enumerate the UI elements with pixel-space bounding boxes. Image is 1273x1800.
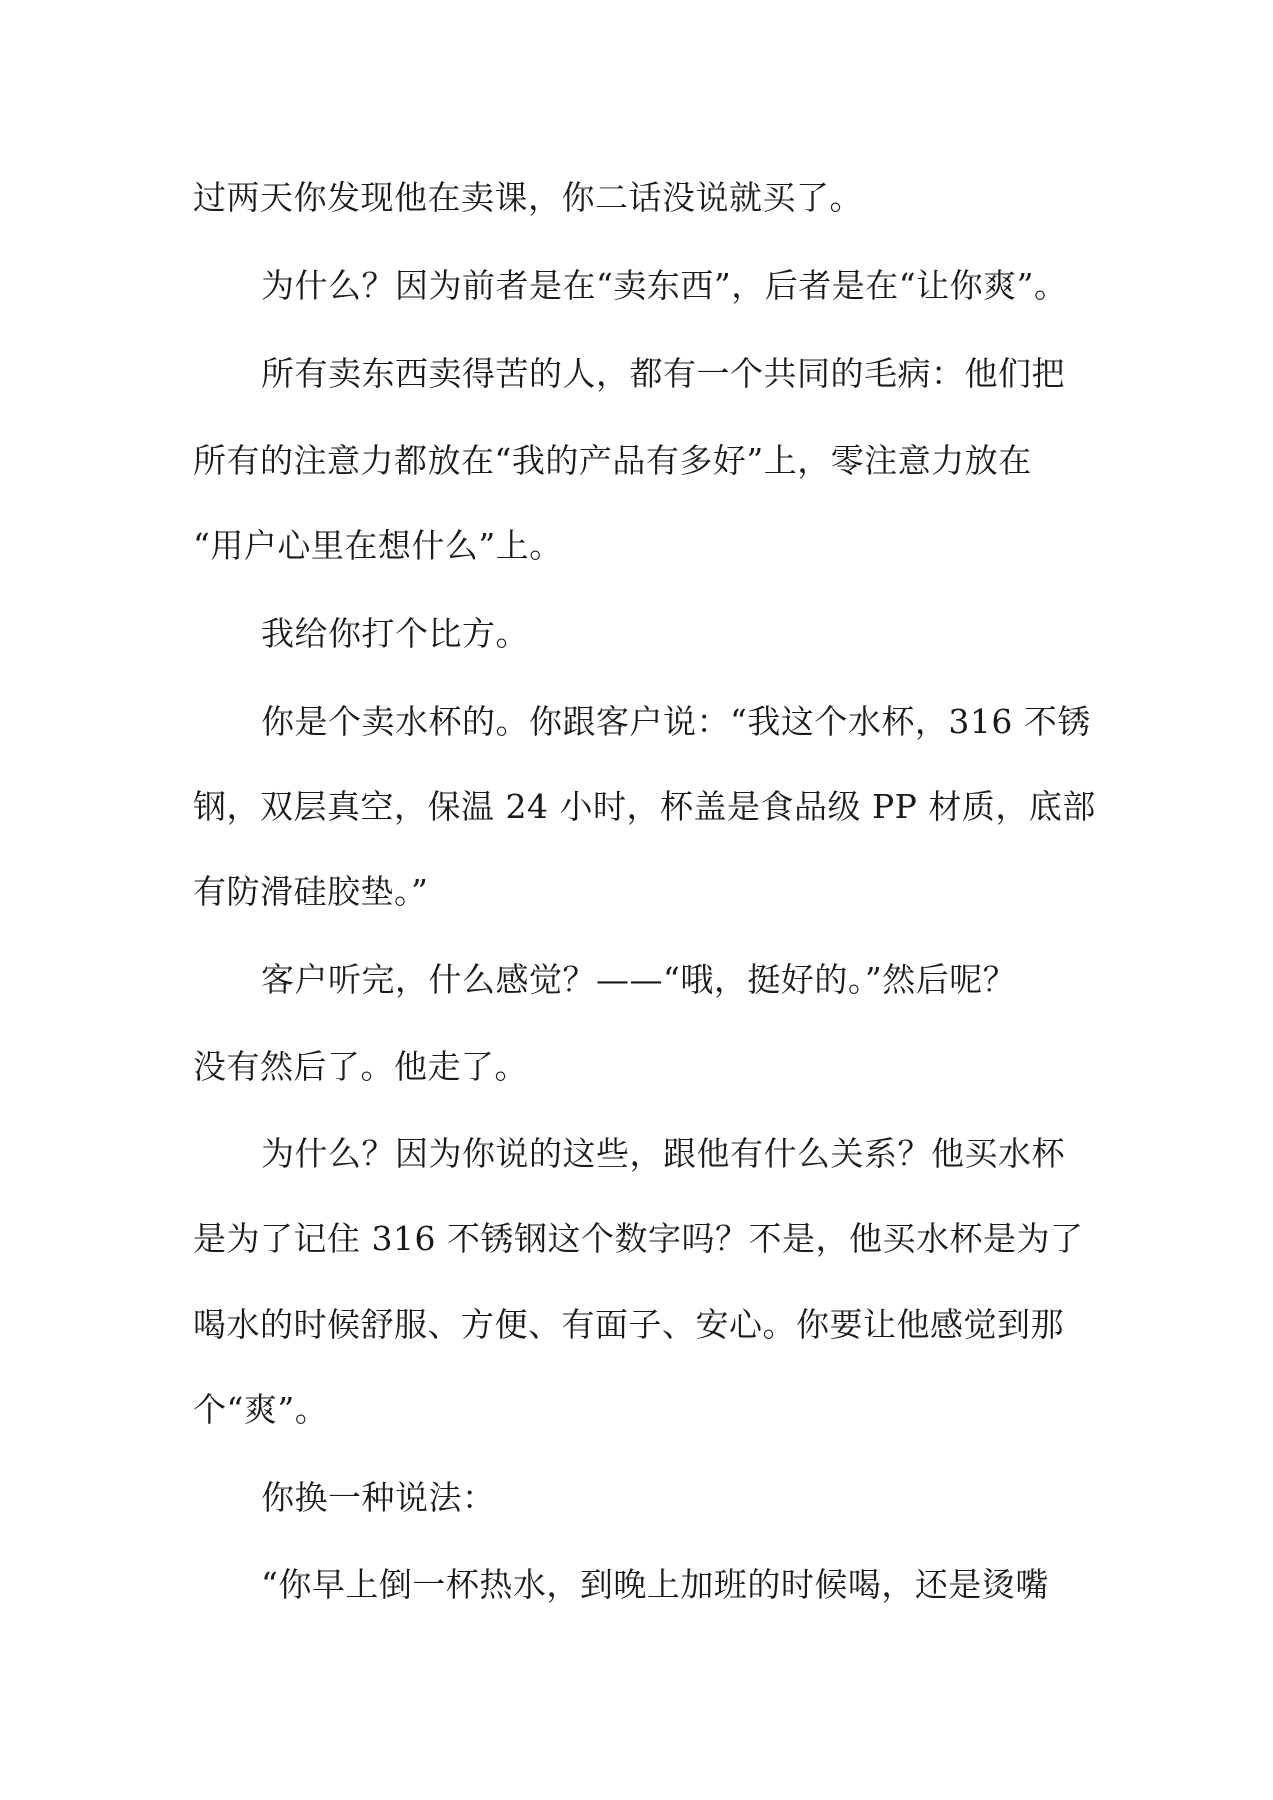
paragraph-line: 客户听完，什么感觉？——“哦，挺好的。”然后呢？ <box>261 960 1017 999</box>
paragraph-line: 过两天你发现他在卖课，你二话没说就买了。 <box>193 178 863 217</box>
paragraph-line: 你换一种说法： <box>261 1478 496 1517</box>
paragraph-line: 所有的注意力都放在“我的产品有多好”上，零注意力放在 <box>193 441 1032 480</box>
paragraph-line: 我给你打个比方。 <box>261 614 529 653</box>
paragraph-line: 你是个卖水杯的。你跟客户说：“我这个水杯，316 不锈 <box>261 702 1091 741</box>
paragraph-line: 钢，双层真空，保温 24 小时，杯盖是食品级 PP 材质，底部 <box>193 787 1096 826</box>
paragraph-line: “你早上倒一杯热水，到晚上加班的时候喝，还是烫嘴 <box>261 1565 1049 1604</box>
paragraph-line: 个“爽”。 <box>193 1390 329 1429</box>
paragraph-line: 为什么？因为前者是在“卖东西”，后者是在“让你爽”。 <box>261 266 1068 305</box>
paragraph-line: 喝水的时候舒服、方便、有面子、安心。你要让他感觉到那 <box>193 1305 1064 1344</box>
paragraph-line: 有防滑硅胶垫。” <box>193 872 429 911</box>
paragraph-line: “用户心里在想什么”上。 <box>193 526 563 565</box>
paragraph-line: 为什么？因为你说的这些，跟他有什么关系？他买水杯 <box>261 1134 1065 1173</box>
paragraph-line: 所有卖东西卖得苦的人，都有一个共同的毛病：他们把 <box>261 354 1065 393</box>
paragraph-line: 没有然后了。他走了。 <box>193 1047 528 1086</box>
paragraph-line: 是为了记住 316 不锈钢这个数字吗？不是，他买水杯是为了 <box>193 1219 1084 1258</box>
